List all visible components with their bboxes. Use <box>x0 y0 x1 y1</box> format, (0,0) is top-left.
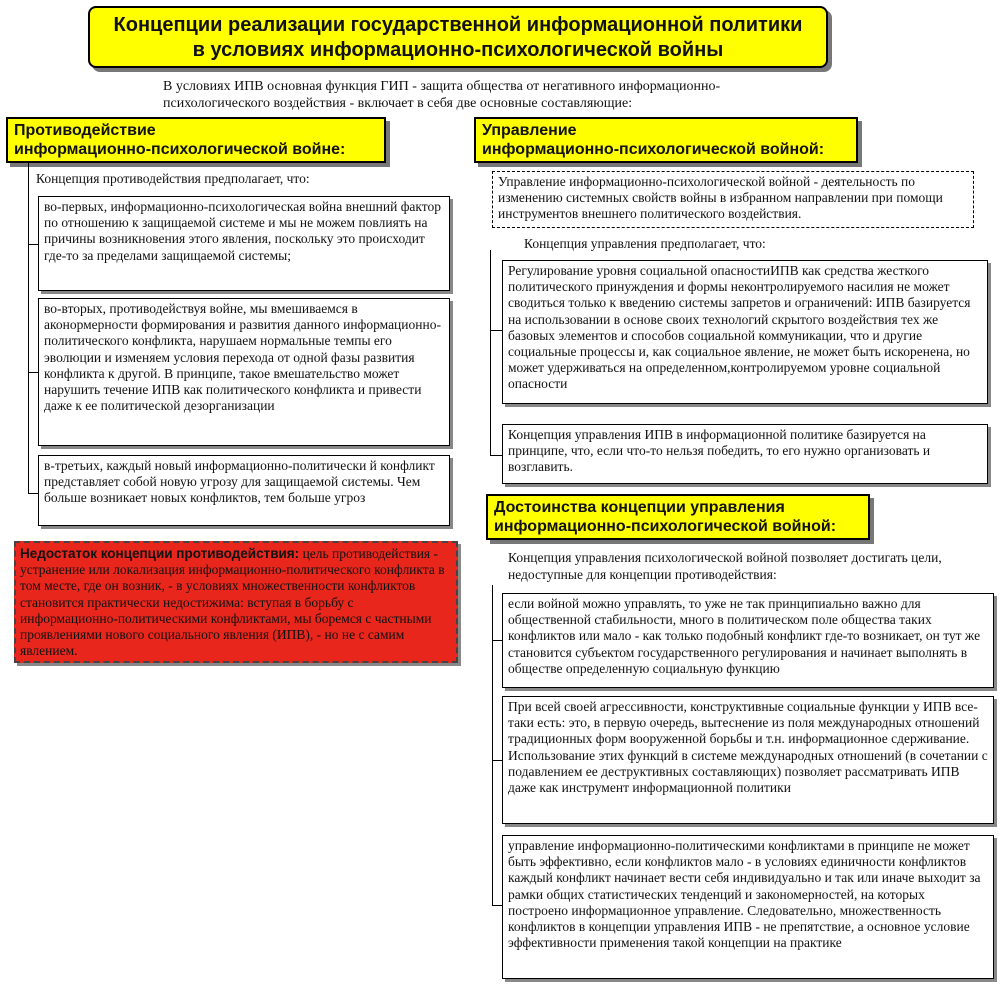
connector-right-branch-2 <box>490 455 502 456</box>
connector-right-branch-1 <box>490 330 502 331</box>
connector-merits-branch-1 <box>492 640 502 641</box>
title-line-2: в условиях информационно-психологической войны <box>192 39 724 61</box>
connector-left-branch-3 <box>28 493 38 494</box>
management-header-line-1: Управление <box>482 122 577 139</box>
connector-merits-vertical <box>492 585 493 905</box>
counteraction-point-1: во-первых, информационно-психологическая война внешний фактор по отношению к защищаемой системе и мы не можем повлиять на причины возникновения этого явления, поскольку это происходит где-то за пределами защищаемой системы; <box>38 196 450 291</box>
management-point-2: Концепция управления ИПВ в информационной политике базируется на принципе, что, если что-то нельзя победить, то его нужно организовать и возглавить. <box>502 424 988 484</box>
management-definition: Управление информационно-психологической войной - деятельность по изменению системных свойств войны в избранном направлении при помощи инструментов внешнего политического воздействия. <box>492 171 974 228</box>
page-title <box>88 6 828 68</box>
management-point-1: Регулирование уровня социальной опасностиИПВ как средства жесткого политического принуждения и формы неконтролируемого насилия не может сводиться только к введению системы запретов и ограничений: ИПВ базируется на использовании в основе своих технологий скрытого воздействия тех же базовых элементов и способов социальной коммуникации, что и другие социальные процессы и, как социальное явление, не может быть искоренена, но может удерживаться на определенном,контролируемом уровне социальной опасности <box>502 260 988 404</box>
connector-left-branch-1 <box>28 244 38 245</box>
connector-right-vertical <box>490 250 491 455</box>
counteraction-lead: Концепция противодействия предполагает, что: <box>36 171 310 186</box>
connector-left-vertical <box>28 163 29 493</box>
drawback-text: цель противодействия - устранение или локализация информационно-политического конфликта в том месте, где он возник, - в условиях множественности конфликтов становится практически недостижима: вступая в борьбу с информационно-политическими конфликтами, мы боремся с частными проявлениями нового социального явления (ИПВ), - но не с самим явлением. <box>20 546 445 659</box>
merits-point-2: При всей своей агрессивности, конструктивные социальные функции у ИПВ все-таки есть: это, в первую очередь, вытеснение из поля международных отношений традиционных форм вооруженной борьбы и т.н. информационное сдерживание. Использование этих функций в системе международных отношений (в сочетании с подавлением ее деструктивных составляющих) позволяет рассматривать ИПВ даже как инструмент информационной политики <box>502 696 994 824</box>
counteraction-drawback-box <box>14 541 458 663</box>
merits-point-1: если войной можно управлять, то уже не так принципиально важно для общественной стабильности, много в политическом поле общества таких конфликтов или мало - как только подобный конфликт где-то возникает, он тут же становится субъектом государственного регулирования и начинает выполнять в обществе определенную социальную функцию <box>502 593 994 688</box>
drawback-label: Недостаток концепции противодействия: <box>20 546 300 561</box>
merits-header-line-1: Достоинства концепции управления <box>494 499 785 516</box>
counteraction-header-line-2: информационно-психологической войне: <box>14 141 346 158</box>
title-line-1: Концепции реализации государственной информационной политики <box>113 14 803 36</box>
intro-text <box>163 78 803 112</box>
merits-header-line-2: информационно-психологической войной: <box>494 518 837 535</box>
merits-point-3: управление информационно-политическими конфликтами в принципе не может быть эффективно, если конфликтов мало - в условиях единичности конфликтов каждый конфликт начинает вести себя индивидуально и так или иначе выходит за рамки общих статистических тенденций и закономерностей, на которых построено информационное управление. Следовательно, множественность конфликтов в концепции управления ИПВ - не препятствие, а основное условие эффективности применения такой концепции на практике <box>502 835 994 979</box>
connector-left-branch-2 <box>28 372 38 373</box>
merits-lead: Концепция управления психологической войной позволяет достигать цели, недоступные для концепции противодействия: <box>508 550 942 582</box>
counteraction-header <box>6 117 386 163</box>
connector-merits-branch-2 <box>492 760 502 761</box>
counteraction-header-line-1: Противодействие <box>14 122 156 139</box>
counteraction-point-3: в-третьих, каждый новый информационно-политически й конфликт представляет собой новую угрозу для защищаемой системы. Чем больше возникает новых конфликтов, тем больше угроз <box>38 455 450 526</box>
intro-line-2: психологического воздействия - включает в себя две основные составляющие: <box>163 96 633 111</box>
intro-line-1: В условиях ИПВ основная функция ГИП - защита общества от негативного информационно- <box>163 79 721 94</box>
merits-header <box>486 494 870 540</box>
connector-merits-branch-3 <box>492 905 502 906</box>
management-header-line-2: информационно-психологической войной: <box>482 141 825 158</box>
counteraction-point-2: во-вторых, противодействуя войне, мы вмешиваемся в аконормерности формирования и развития данного информационно-политического конфликта, нарушаем нормальные темпы его эволюции и изменяем условия перехода от одной фазы развития конфликта к другой. В принципе, такое вмешательство может нарушить течение ИПВ как политического конфликта и привести даже к ее политической дезорганизации <box>38 298 450 446</box>
management-header <box>474 117 858 163</box>
management-lead: Концепция управления предполагает, что: <box>524 236 766 251</box>
